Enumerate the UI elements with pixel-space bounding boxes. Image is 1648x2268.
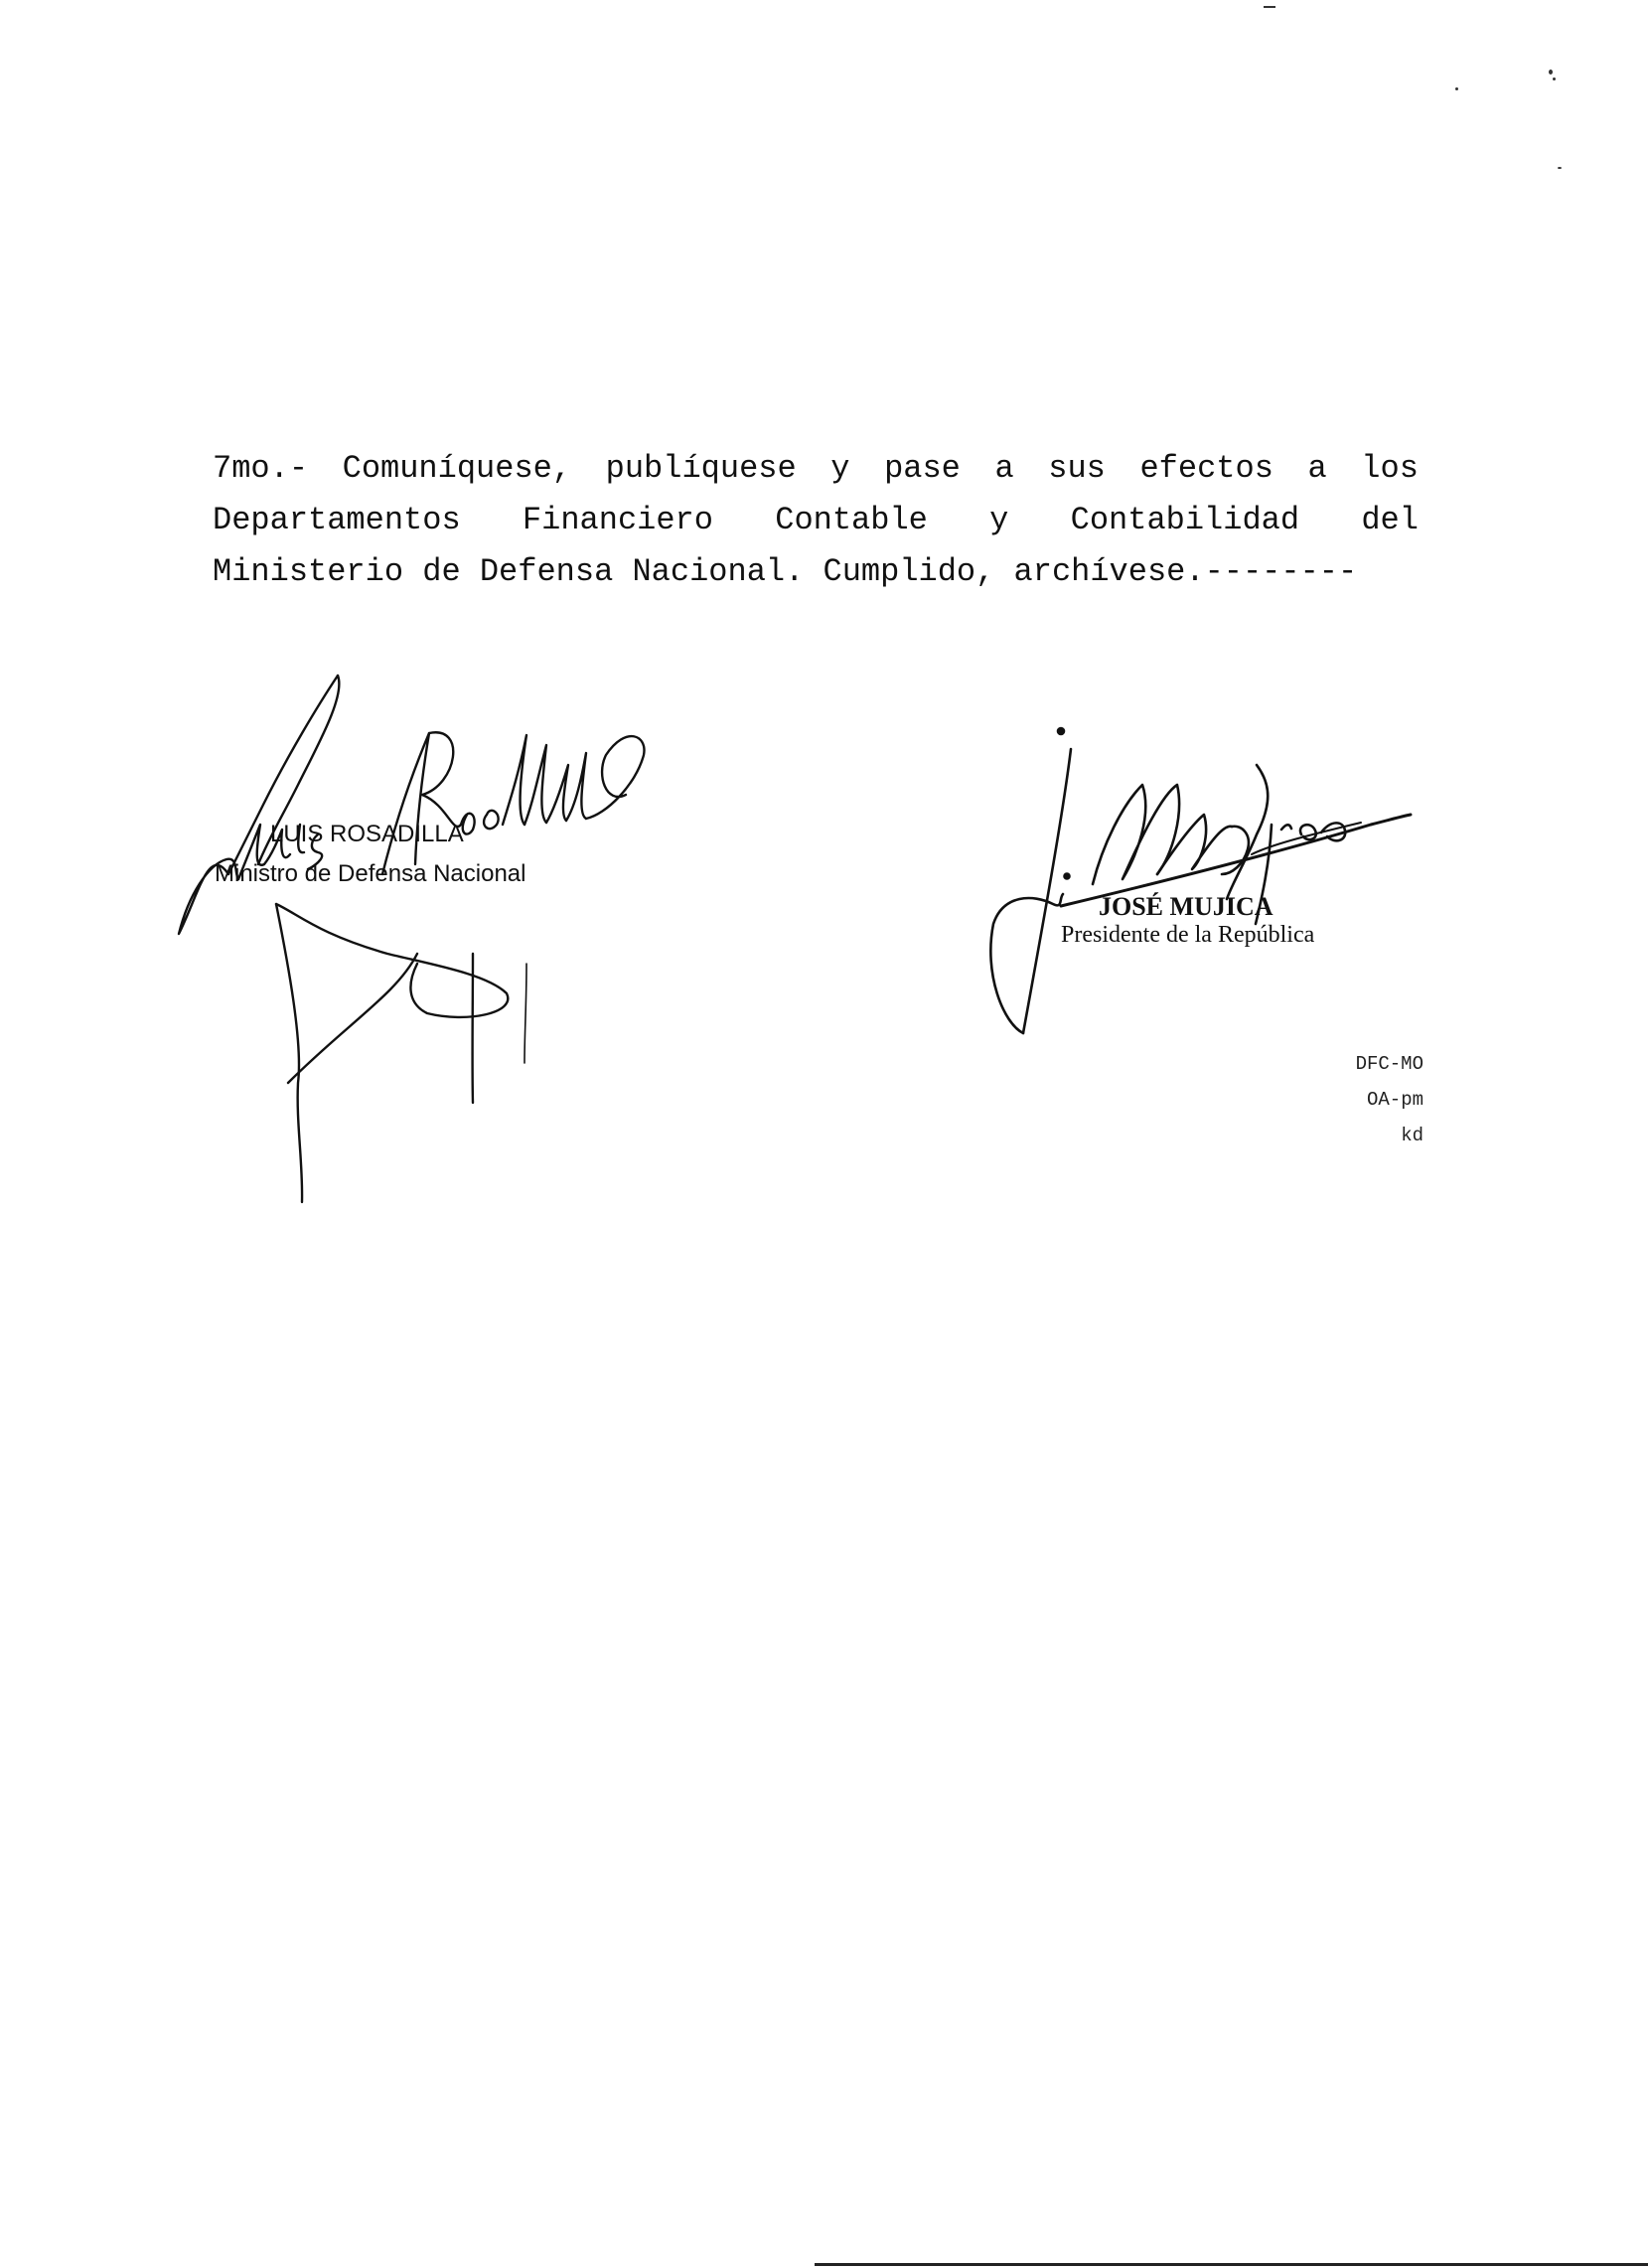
word: y <box>989 502 1009 538</box>
word: Financiero <box>522 502 713 538</box>
word: los <box>1361 450 1419 487</box>
page-edge-line <box>815 2263 1648 2266</box>
word: Ministerio de Defensa Nacional. Cumplido, archívese.-------- <box>213 553 1358 590</box>
word: efectos <box>1139 450 1273 487</box>
paragraph-line-2 <box>213 495 1419 546</box>
paragraph-line-3 <box>213 546 1419 598</box>
word: y <box>830 450 850 487</box>
signatory-title-right: Presidente de la República <box>1061 922 1315 948</box>
scan-speck <box>1558 167 1562 169</box>
reference-code: kd <box>1401 1125 1423 1146</box>
signature-rosadilla <box>169 666 666 1222</box>
word: Contabilidad <box>1070 502 1300 538</box>
scan-speck <box>1455 87 1458 90</box>
signatory-name-right: JOSÉ MUJICA <box>1099 892 1273 921</box>
word: Comuníquese, <box>342 450 572 487</box>
signatory-name-left: LUIS ROSADILLA <box>270 821 464 847</box>
scan-speck <box>1549 70 1553 75</box>
word: Contable <box>775 502 928 538</box>
word: a <box>994 450 1014 487</box>
word: sus <box>1048 450 1106 487</box>
word: a <box>1307 450 1327 487</box>
signatory-title-left: Ministro de Defensa Nacional <box>215 860 526 887</box>
resolution-paragraph <box>213 443 1419 598</box>
scan-speck <box>1264 6 1275 8</box>
word: pase <box>884 450 961 487</box>
word: publíquese <box>605 450 797 487</box>
word: Departamentos <box>213 502 461 538</box>
reference-code: DFC-MO <box>1355 1053 1423 1075</box>
word: 7mo.- <box>213 450 309 487</box>
reference-code: OA-pm <box>1366 1089 1423 1111</box>
paragraph-line-1 <box>213 443 1419 495</box>
word: del <box>1361 502 1419 538</box>
scan-speck <box>1553 77 1556 80</box>
